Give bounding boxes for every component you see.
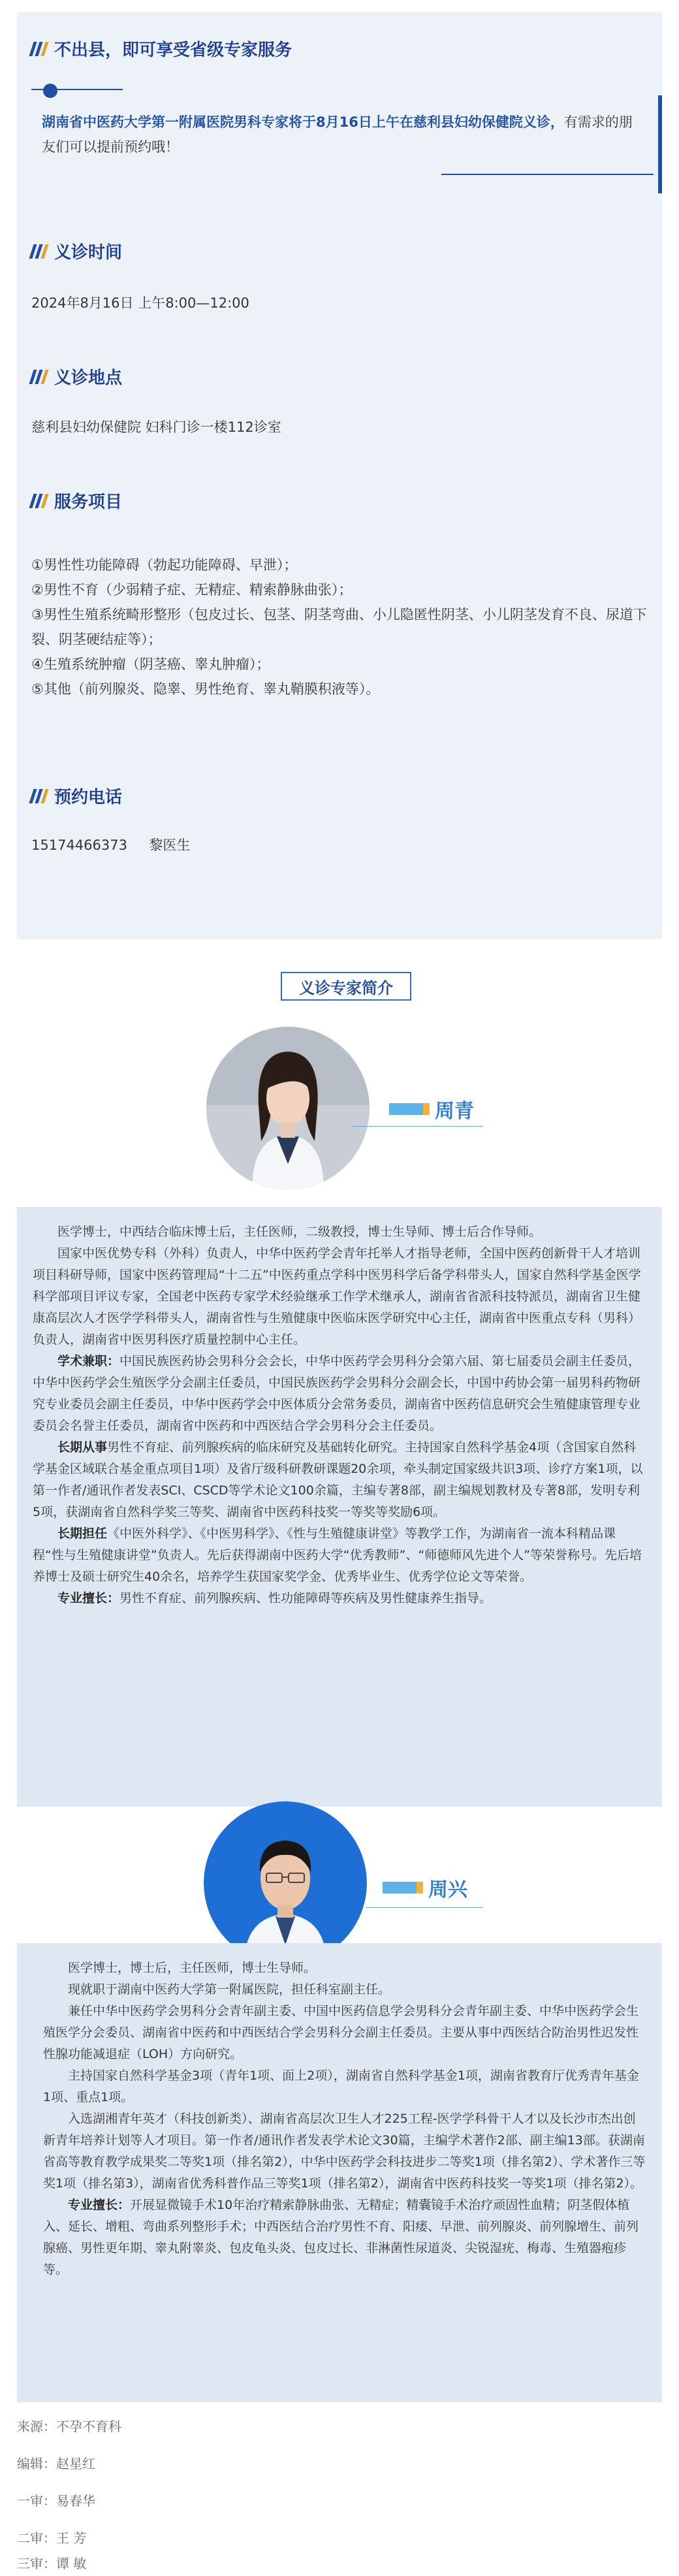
section-mark-icon — [31, 42, 46, 56]
intro-highlight: 湖南省中医药大学第一附属医院男科专家将于8月16日上午在慈利县妇幼保健院义诊， — [42, 114, 564, 130]
expert2-bio — [17, 1943, 662, 2402]
doctor-photo-avatar — [204, 1801, 367, 1965]
name-tag-icon — [383, 1882, 417, 1893]
doctor-photo-avatar — [206, 1027, 370, 1190]
credit-review-3: 三审：谭 敏 — [17, 2556, 87, 2571]
bio-paragraph: 医学博士，中西结合临床博士后，主任医师，二级教授，博士生导师、博士后合作导师。 — [57, 1225, 542, 1239]
bio-text: 男性不育症、前列腺疾病的临床研究及基础转化研究。主持国家自然科学基金4项（含国家自然科学基金区域联合基金重点项目1项）及省厅级科研教研课题20余项，牵头制定国家级共识3项、诊疗方案1项，以第一作者/通讯作者发表SCI、CSCD等学术论文100余篇，主编专著8部，副主编规划教材及专著8部，发明专利5项，获湖南省自然科学奖三等奖、湖南省中医药科技奖一等奖等奖励6项。 — [33, 1440, 643, 1519]
expert2-name: 周兴 — [428, 1878, 467, 1901]
services-heading — [31, 489, 122, 513]
booking-heading — [31, 784, 122, 808]
place-heading — [31, 364, 122, 389]
bio-label: 专业擅长： — [57, 1591, 120, 1605]
bio-paragraph — [33, 1588, 646, 1609]
intro-paragraph — [42, 110, 639, 159]
bio-paragraph: 现就职于湖南中医药大学第一附属医院，担任科室副主任。 — [68, 1982, 391, 1997]
list-item: ②男性不育（少弱精子症、无精症、精索静脉曲张）； — [31, 582, 353, 598]
divider — [353, 1126, 483, 1127]
bio-paragraph — [43, 2195, 646, 2281]
bio-text: 中国民族医药协会男科分会会长，中华中医药学会男科分会第六届、第七届委员会副主任委员，中华中医药学会生殖医学分会副主任委员，中国民族医药学会男科分会副会长，中国中药协会第一届男科药物研究专业委员会副主任委员，中华中医药学会中医体质分会常务委员，湖南省中医药信息研究会生殖健康管理专业委员会名誉主任委员，湖南省中医药和中西医结合学会男科分会主任委员。 — [33, 1354, 641, 1433]
bio-text: 男性不育症、前列腺疾病、性功能障碍等疾病及男性健康养生指导。 — [119, 1591, 492, 1605]
headline-heading — [31, 37, 292, 61]
bio-label: 专业擅长： — [68, 2198, 131, 2212]
divider — [366, 1907, 483, 1908]
dot-icon — [43, 84, 57, 98]
headline-title: 不出县，即可享受省级专家服务 — [54, 40, 292, 60]
time-value: 2024年8月16日 上午8:00—12:00 — [31, 295, 249, 311]
section-mark-icon — [31, 370, 46, 384]
list-item: ①男性性功能障碍（勃起功能障碍、早泄）； — [31, 557, 298, 573]
bio-label: 学术兼职： — [57, 1354, 120, 1368]
bio-paragraph — [33, 1351, 646, 1437]
divider — [441, 174, 654, 175]
place-title: 义诊地点 — [54, 368, 123, 388]
place-value: 慈利县妇幼保健院 妇科门诊一楼112诊室 — [31, 419, 281, 435]
list-item: ③男性生殖系统畸形整形（包皮过长、包茎、阴茎弯曲、小儿隐匿性阴茎、小儿阴茎发育不良、尿道下裂、阴茎硬结症等）； — [31, 607, 647, 647]
expert1-name-row — [389, 1095, 474, 1123]
credit-review-2: 二审：王 芳 — [17, 2530, 87, 2546]
avatar-male-icon — [204, 1801, 367, 1965]
credit-editor: 编辑：赵星红 — [17, 2456, 95, 2471]
bio-label: 长期担任 — [57, 1526, 108, 1541]
section-mark-icon — [31, 494, 46, 508]
booking-contact: 黎医生 — [149, 837, 191, 853]
bio-label: 长期从事 — [57, 1440, 108, 1455]
list-item: ④生殖系统肿瘤（阴茎癌、睾丸肿瘤）； — [31, 656, 270, 672]
bio-paragraph — [33, 1523, 646, 1588]
bio-paragraph: 兼任中华中医药学会男科分会青年副主委、中国中医药信息学会男科分会青年副主委、中华中医药学会生殖医学分会委员、湖南省中医药和中西医结合学会男科分会副主任委员。主要从事中西医结合防治男性迟发性性腺功能减退症（LOH）方向研究。 — [43, 2004, 639, 2061]
bio-paragraph: 主持国家自然科学基金3项（青年1项、面上2项），湖南省自然科学基金1项，湖南省教育厅优秀青年基金1项、重点1项。 — [43, 2069, 639, 2104]
list-item: ⑤其他（前列腺炎、隐睾、男性绝育、睾丸鞘膜积液等）。 — [31, 681, 380, 697]
services-list — [31, 553, 648, 701]
expert2-name-row — [383, 1873, 467, 1902]
name-tag-icon — [389, 1103, 423, 1115]
accent-bar — [658, 95, 662, 193]
bio-paragraph: 入选湖湘青年英才（科技创新类）、湖南省高层次卫生人才225工程-医学学科骨干人才以及长沙市杰出创新青年培养计划等人才项目。第一作者/通讯作者发表学术论文30篇，主编学术著作2部、副主编13部。获湖南省高等教育教学成果奖二等奖1项（排名第2），中华中医药学会科技进步二等奖1项（排名第2）、学术著作三等奖1项（排名第3），湖南省优秀科普作品三等奖1项（排名第2），湖南省中医药科技奖一等奖1项（排名第2）。 — [43, 2112, 646, 2191]
booking-line — [31, 833, 190, 857]
time-heading — [31, 239, 122, 263]
credit-review-1: 一审：易春华 — [17, 2493, 95, 2509]
section-mark-icon — [31, 244, 46, 259]
time-title: 义诊时间 — [54, 243, 123, 263]
expert1-bio — [17, 1207, 662, 1807]
intro-rest: 有需求的朋友们可以提前预约哦！ — [42, 114, 633, 155]
avatar-female-icon — [206, 1027, 370, 1190]
event-info-card — [17, 12, 662, 939]
experts-heading: 义诊专家简介 — [281, 972, 411, 1001]
bio-text: 《中医外科学》、《中医男科学》、《性与生殖健康讲堂》等教学工作，为湖南省一流本科精品课程“性与生殖健康讲堂”负责人。先后获得湖南中医药大学“优秀教师”、“师德师风先进个人”等荣誉称号。先后培养博士及硕士研究生40余名，培养学生获国家奖学金、优秀毕业生、优秀学位论文等荣誉。 — [33, 1526, 642, 1584]
bio-text: 开展显微镜手术10年治疗精索静脉曲张、无精症；精囊镜手术治疗顽固性血精；阴茎假体植入、延长、增粗、弯曲系列整形手术；中西医结合治疗男性不育、阳痿、早泄、前列腺炎、前列腺增生、前列腺癌、男性更年期、睾丸附睾炎、包皮龟头炎、包皮过长、非淋菌性尿道炎、尖锐湿疣、梅毒、生殖器疱疹等。 — [43, 2198, 639, 2277]
expert1-name: 周青 — [435, 1100, 474, 1123]
bio-paragraph: 医学博士，博士后，主任医师，博士生导师。 — [68, 1961, 317, 1975]
section-mark-icon — [31, 789, 46, 803]
credit-source: 来源：不孕不育科 — [17, 2419, 121, 2434]
bio-paragraph — [33, 1437, 646, 1523]
booking-phone[interactable]: 15174466373 — [31, 837, 127, 853]
bio-paragraph: 国家中医优势专科（外科）负责人，中华中医药学会青年托举人才指导老师，全国中医药创新骨干人才培训项目科研导师，国家中医药管理局“十二五”中医药重点学科中医男科学后备学科带头人，国家自然科学基金医学科学部项目评议专家，全国老中医药专家学术经验继承工作学术继承人，湖南省省派科技特派员，湖南省卫生健康高层次人才医学学科带头人，湖南省性与生殖健康中医临床医学研究中心主任，湖南省中医重点专科（男科）负责人，湖南省中医男科医疗质量控制中心主任。 — [33, 1246, 641, 1347]
booking-title: 预约电话 — [54, 788, 123, 807]
services-title: 服务项目 — [54, 492, 123, 512]
